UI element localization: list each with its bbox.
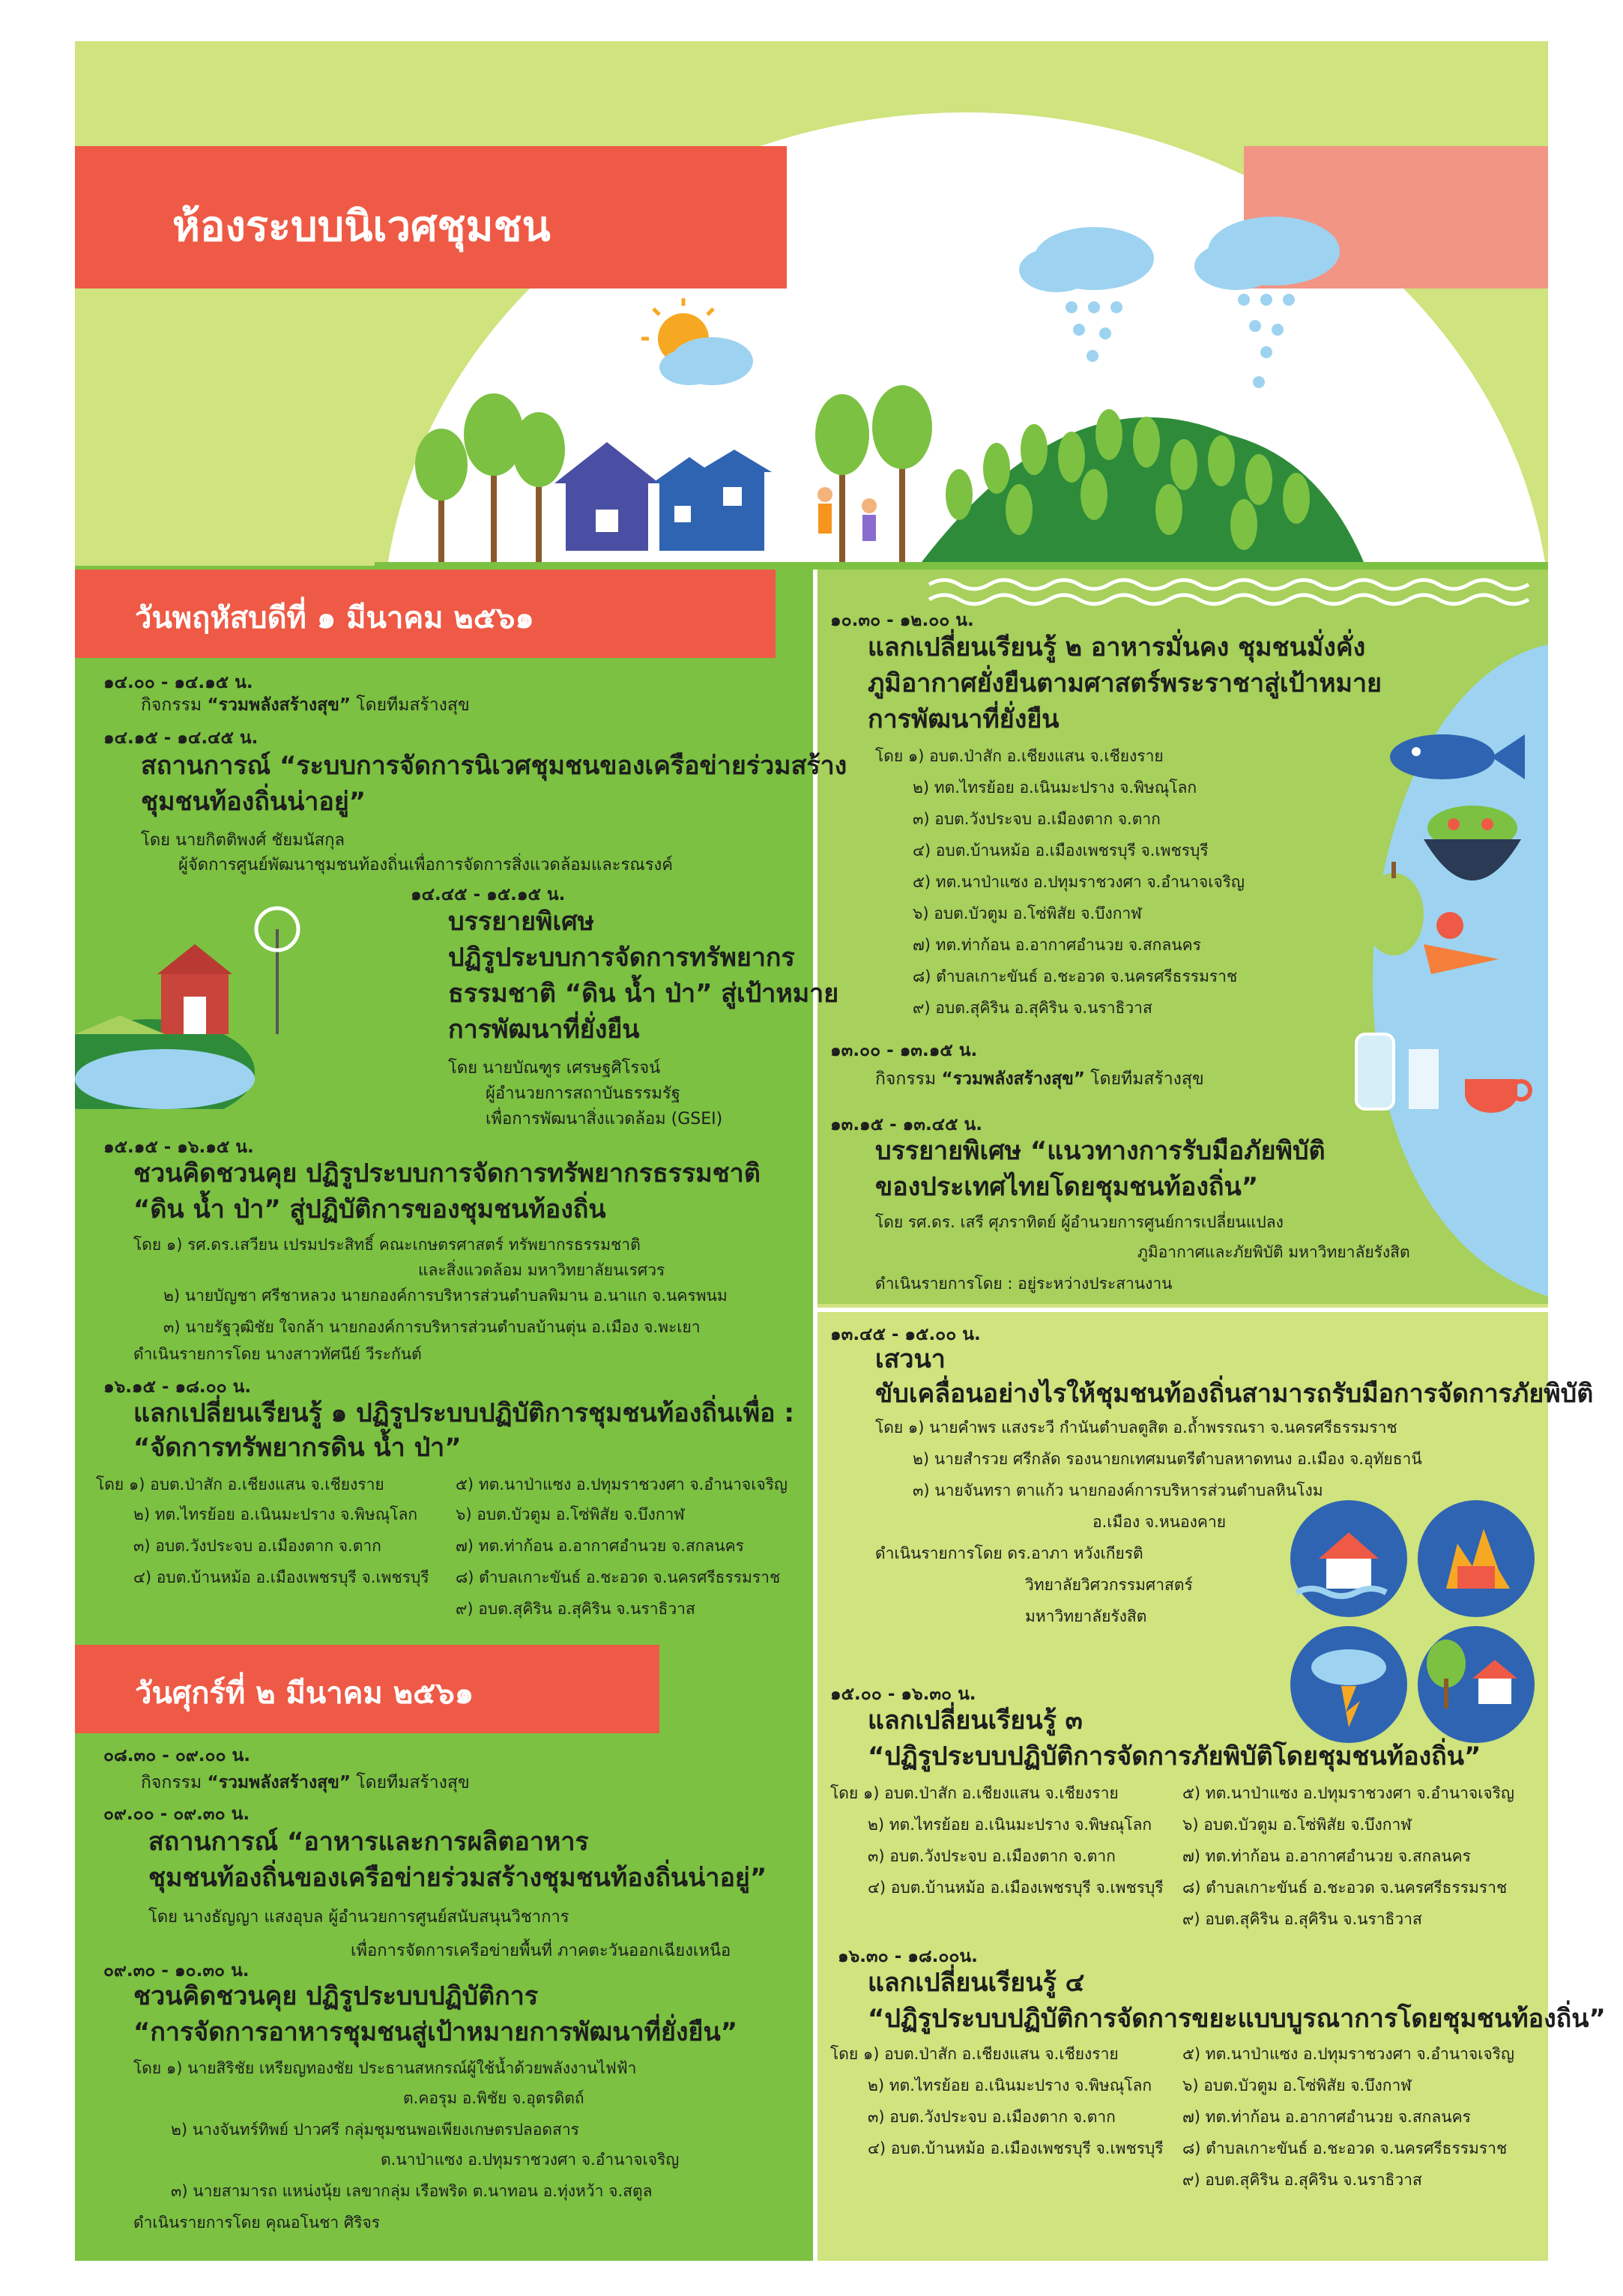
r-s1-list-8: ๙) อบต.สุคิริน อ.สุคิริน จ.นราธิวาส: [913, 999, 1152, 1017]
d2-s2-time: ๐๙.๐๐ - ๐๙.๓๐ น.: [103, 1804, 250, 1824]
r-s1-head3: การพัฒนาที่ยั่งยืน: [868, 704, 1060, 734]
r-s4-mod2: วิทยาลัยวิศวกรรมศาสตร์: [1025, 1576, 1193, 1594]
r-s1-list-0: โดย ๑) อบต.ป่าสัก อ.เชียงแสน จ.เชียงราย: [875, 747, 1164, 765]
r-s4-p1: โดย ๑) นายคำพร แสงระวี กำนันตำบลตูสิต อ.ถ้ำพรรณรา จ.นครศรีธรรมราช: [875, 1419, 1397, 1436]
d2-s1-time: ๐๘.๓๐ - ๐๙.๐๐ น.: [103, 1746, 251, 1765]
d1-s4-p1a: โดย ๑) รศ.ดร.เสวียน เปรมประสิทธิ์ คณะเกษตรศาสตร์ ทรัพยากรธรรมชาติ: [133, 1236, 641, 1254]
r-s5-right-0: ๕) ทต.นาป่าแซง อ.ปทุมราชวงศา จ.อำนาจเจริญ: [1182, 1784, 1514, 1802]
r-s5-head1: แลกเปลี่ยนเรียนรู้ ๓: [868, 1706, 1083, 1735]
d1-s2-time: ๑๔.๑๕ - ๑๔.๔๕ น.: [103, 728, 259, 748]
d2-s3-head1: ชวนคิดชวนคุย ปฏิรูประบบปฏิบัติการ: [133, 1981, 539, 2011]
d1-s3-line1: บรรยายพิเศษ: [448, 907, 595, 937]
r-s6-left-3: ๔) อบต.บ้านหม้อ อ.เมืองเพชรบุรี จ.เพชรบุรี: [868, 2139, 1164, 2157]
d2-s3-p2a: ๒) นางจันทร์ทิพย์ ปาวศรี กลุ่มชุมชนพอเพียงเกษตรปลอดสาร: [171, 2121, 579, 2139]
d2-s3-head2: “การจัดการอาหารชุมชนสู่เป้าหมายการพัฒนาที่ยั่งยืน”: [133, 2017, 738, 2047]
d1-s3-line4: การพัฒนาที่ยั่งยืน: [448, 1015, 640, 1045]
r-s6-time: ๑๖.๓๐ - ๑๘.๐๐น.: [838, 1947, 978, 1966]
d1-s2-by: โดย นายกิตติพงศ์ ชัยมนัสกุล: [141, 831, 345, 850]
d1-s5-time: ๑๖.๑๕ - ๑๘.๐๐ น.: [103, 1377, 252, 1397]
food-illustration: [1311, 644, 1548, 1296]
d1-s5-head1: แลกเปลี่ยนเรียนรู้ ๑ ปฏิรูประบบปฏิบัติการชุมชนท้องถิ่นเพื่อ :: [133, 1398, 795, 1428]
d2-s2-by: โดย นางธัญญา แสงอุบล ผู้อำนวยการศูนย์สนับสนุนวิชาการ: [148, 1908, 569, 1927]
day1-date: วันพฤหัสบดีที่ ๑ มีนาคม ๒๕๖๑: [135, 601, 534, 635]
right-divider: [813, 1308, 1548, 1312]
r-s6-left-0: โดย ๑) อบต.ป่าสัก อ.เชียงแสน จ.เชียงราย: [830, 2045, 1119, 2063]
d1-s1-time: ๑๔.๐๐ - ๑๔.๑๕ น.: [103, 673, 253, 692]
d2-s3-p2b: ต.นาป่าแซง อ.ปทุมราชวงศา จ.อำนาจเจริญ: [381, 2151, 680, 2169]
d1-s5-left-1: ๒) ทต.ไทรย้อย อ.เนินมะปราง จ.พิษณุโลก: [133, 1505, 418, 1523]
r-s1-list-2: ๓) อบต.วังประจบ อ.เมืองตาก จ.ตาก: [913, 810, 1161, 828]
r-s6-left-1: ๒) ทต.ไทรย้อย อ.เนินมะปราง จ.พิษณุโลก: [868, 2076, 1152, 2094]
r-s5-left-2: ๓) อบต.วังประจบ อ.เมืองตาก จ.ตาก: [868, 1847, 1116, 1865]
d2-s3-moderator: ดำเนินรายการโดย คุณอโนชา ศิริจร: [133, 2214, 381, 2232]
d1-s5-head2: “จัดการทรัพยากรดิน น้ำ ป่า”: [133, 1433, 462, 1463]
r-s2-activity: กิจกรรม “รวมพลังสร้างสุข” โดยทีมสร้างสุข: [875, 1069, 1204, 1089]
page-title: ห้องระบบนิเวศชุมชน: [172, 202, 551, 251]
d1-s5-right-1: ๖) อบต.บัวตูม อ.โซ่พิสัย จ.บึงกาฬ: [456, 1505, 685, 1523]
d2-s1-activity: กิจกรรม “รวมพลังสร้างสุข” โดยทีมสร้างสุข: [141, 1773, 470, 1792]
d1-s4-p2: ๒) นายบัญชา ศรีชาหลวง นายกองค์การบริหารส่วนตำบลพิมาน อ.นาแก จ.นครพนม: [163, 1287, 728, 1305]
d2-s2-role: เพื่อการจัดการเครือข่ายพื้นที่ ภาคตะวันออกเฉียงเหนือ: [351, 1942, 731, 1960]
d1-s1-activity: กิจกรรม “รวมพลังสร้างสุข” โดยทีมสร้างสุข: [141, 695, 470, 715]
r-s3-head2: ของประเทศไทยโดยชุมชนท้องถิ่น”: [875, 1172, 1259, 1202]
d1-s5-left-2: ๓) อบต.วังประจบ อ.เมืองตาก จ.ตาก: [133, 1537, 381, 1555]
r-s1-list-4: ๕) ทต.นาป่าแซง อ.ปทุมราชวงศา จ.อำนาจเจริญ: [913, 873, 1245, 891]
r-s3-role: ภูมิอากาศและภัยพิบัติ มหาวิทยาลัยรังสิต: [1137, 1243, 1410, 1261]
r-s6-head2: “ปฏิรูประบบปฏิบัติการจัดการขยะแบบบูรณาการโดยชุมชนท้องถิ่น”: [868, 2004, 1606, 2034]
r-s1-list-1: ๒) ทต.ไทรย้อย อ.เนินมะปราง จ.พิษณุโลก: [913, 779, 1197, 797]
d1-s5-left-0: โดย ๑) อบต.ป่าสัก อ.เชียงแสน จ.เชียงราย: [96, 1475, 384, 1493]
r-s6-head1: แลกเปลี่ยนเรียนรู้ ๔: [868, 1968, 1085, 1998]
r-s6-left-2: ๓) อบต.วังประจบ อ.เมืองตาก จ.ตาก: [868, 2108, 1116, 2126]
r-s5-time: ๑๕.๐๐ - ๑๖.๓๐ น.: [830, 1685, 976, 1704]
r-s1-head1: แลกเปลี่ยนเรียนรู้ ๒ อาหารมั่นคง ชุมชนมั่งคั่ง: [868, 632, 1366, 662]
column-divider: [813, 566, 817, 2261]
day2-date-banner: [75, 1645, 659, 1733]
r-s5-left-1: ๒) ทต.ไทรย้อย อ.เนินมะปราง จ.พิษณุโลก: [868, 1816, 1152, 1834]
d2-s3-p1b: ต.คอรุม อ.พิชัย จ.อุตรดิตถ์: [403, 2089, 584, 2107]
r-s2-time: ๑๓.๐๐ - ๑๓.๑๕ น.: [830, 1041, 978, 1060]
d1-s5-right-4: ๙) อบต.สุคิริน อ.สุคิริน จ.นราธิวาส: [456, 1600, 695, 1618]
r-s6-right-0: ๕) ทต.นาป่าแซง อ.ปทุมราชวงศา จ.อำนาจเจริญ: [1182, 2045, 1514, 2063]
d1-s3-line3: ธรรมชาติ “ดิน น้ำ ป่า” สู่เป้าหมาย: [448, 979, 839, 1009]
d1-s4-head1: ชวนคิดชวนคุย ปฏิรูประบบการจัดการทรัพยากรธรรมชาติ: [133, 1158, 761, 1188]
r-s5-right-4: ๙) อบต.สุคิริน อ.สุคิริน จ.นราธิวาส: [1182, 1910, 1422, 1928]
d1-s4-time: ๑๕.๑๕ - ๑๖.๑๕ น.: [103, 1138, 254, 1157]
r-s3-time: ๑๓.๑๕ - ๑๓.๔๕ น.: [830, 1115, 982, 1135]
d1-s3-by: โดย นายบัณฑูร เศรษฐศิโรจน์: [448, 1059, 661, 1078]
r-s1-list-6: ๗) ทต.ท่าก้อน อ.อากาศอำนวย จ.สกลนคร: [913, 936, 1201, 954]
r-s4-p3a: ๓) นายจันทรา ตาแก้ว นายกองค์การบริหารส่วนตำบลหินโงม: [913, 1481, 1323, 1499]
day1-date-banner: [75, 570, 776, 658]
day2-date: วันศุกร์ที่ ๒ มีนาคม ๒๕๖๑: [135, 1676, 474, 1711]
r-s5-left-0: โดย ๑) อบต.ป่าสัก อ.เชียงแสน จ.เชียงราย: [830, 1784, 1119, 1802]
d1-s3-line2: ปฏิรูประบบการจัดการทรัพยากร: [448, 943, 795, 973]
r-s5-right-1: ๖) อบต.บัวตูม อ.โซ่พิสัย จ.บึงกาฬ: [1182, 1816, 1412, 1834]
farm-illustration: [75, 884, 322, 1109]
r-s1-head2: ภูมิอากาศยั่งยืนตามศาสตร์พระราชาสู่เป้าหมาย: [868, 668, 1382, 698]
d1-s5-left-3: ๔) อบต.บ้านหม้อ อ.เมืองเพชรบุรี จ.เพชรบุรี: [133, 1568, 429, 1586]
r-s3-by: โดย รศ.ดร. เสรี ศุภราทิตย์ ผู้อำนวยการศูนย์การเปลี่ยนแปลง: [875, 1213, 1284, 1231]
r-s4-p3b: อ.เมือง จ.หนองคาย: [1092, 1513, 1227, 1531]
r-s4-head1: เสวนา: [875, 1344, 946, 1374]
d2-s3-p3: ๓) นายสามารถ แหน่งนุ้ย เลขากลุ่ม เรือพริด ต.นาทอน อ.ทุ่งหว้า จ.สตูล: [171, 2182, 653, 2200]
r-s6-right-2: ๗) ทต.ท่าก้อน อ.อากาศอำนวย จ.สกลนคร: [1182, 2108, 1471, 2126]
r-s4-mod3: มหาวิทยาลัยรังสิต: [1025, 1607, 1147, 1625]
d1-s2-head2: ชุมชนท้องถิ่นน่าอยู่”: [141, 787, 366, 817]
d1-s5-right-0: ๕) ทต.นาป่าแซง อ.ปทุมราชวงศา จ.อำนาจเจริญ: [456, 1475, 788, 1493]
r-s5-head2: “ปฏิรูประบบปฏิบัติการจัดการภัยพิบัติโดยชุมชนท้องถิ่น”: [868, 1741, 1481, 1771]
d1-s3-role2: เพื่อการพัฒนาสิ่งแวดล้อม (GSEI): [486, 1110, 723, 1129]
d1-s4-head2: “ดิน น้ำ ป่า” สู่ปฏิบัติการของชุมชนท้องถิ่น: [133, 1194, 606, 1224]
r-s1-list-3: ๔) อบต.บ้านหม้อ อ.เมืองเพชรบุรี จ.เพชรบุรี: [913, 842, 1209, 860]
r-s1-list-7: ๘) ตำบลเกาะขันธ์ อ.ชะอวด จ.นครศรีธรรมราช: [913, 967, 1238, 985]
r-s1-time: ๑๐.๓๐ - ๑๒.๐๐ น.: [830, 611, 974, 630]
r-s5-right-3: ๘) ตำบลเกาะขันธ์ อ.ชะอวด จ.นครศรีธรรมราช: [1182, 1879, 1508, 1897]
r-s5-right-2: ๗) ทต.ท่าก้อน อ.อากาศอำนวย จ.สกลนคร: [1182, 1847, 1471, 1865]
d1-s3-role1: ผู้อำนวยการสถาบันธรรมรัฐ: [486, 1084, 680, 1103]
r-s6-right-3: ๘) ตำบลเกาะขันธ์ อ.ชะอวด จ.นครศรีธรรมราช: [1182, 2139, 1508, 2157]
r-s6-right-1: ๖) อบต.บัวตูม อ.โซ่พิสัย จ.บึงกาฬ: [1182, 2076, 1412, 2094]
r-s4-time: ๑๓.๔๕ - ๑๕.๐๐ น.: [830, 1325, 981, 1344]
r-s5-left-3: ๔) อบต.บ้านหม้อ อ.เมืองเพชรบุรี จ.เพชรบุรี: [868, 1879, 1164, 1897]
d2-s2-head1: สถานการณ์ “อาหารและการผลิตอาหาร: [148, 1827, 589, 1857]
d1-s4-p1b: และสิ่งแวดล้อม มหาวิทยาลัยนเรศวร: [418, 1261, 665, 1279]
d1-s4-p3: ๓) นายรัฐวุฒิชัย ใจกล้า นายกองค์การบริหารส่วนตำบลบ้านตุ่น อ.เมือง จ.พะเยา: [163, 1318, 701, 1336]
d1-s5-right-2: ๗) ทต.ท่าก้อน อ.อากาศอำนวย จ.สกลนคร: [456, 1537, 744, 1555]
d1-s5-right-3: ๘) ตำบลเกาะขันธ์ อ.ชะอวด จ.นครศรีธรรมราช: [456, 1568, 781, 1586]
d2-s2-head2: ชุมชนท้องถิ่นของเครือข่ายร่วมสร้างชุมชนท้องถิ่นน่าอยู่”: [148, 1863, 767, 1893]
r-s1-list-5: ๖) อบต.บัวตูม อ.โซ่พิสัย จ.บึงกาฬ: [913, 904, 1142, 922]
landscape-illustration: [375, 210, 1548, 614]
r-s6-right-4: ๙) อบต.สุคิริน อ.สุคิริน จ.นราธิวาส: [1182, 2171, 1422, 2189]
r-s3-moderator: ดำเนินรายการโดย : อยู่ระหว่างประสานงาน: [875, 1275, 1173, 1293]
disaster-icons: [1289, 1499, 1544, 1746]
d2-s3-time: ๐๙.๓๐ - ๑๐.๓๐ น.: [103, 1961, 250, 1981]
r-s4-mod1: ดำเนินรายการโดย ดร.อาภา หวังเกียรติ: [875, 1544, 1143, 1562]
d2-s3-p1a: โดย ๑) นายสิริชัย เหรียญทองชัย ประธานสหกรณ์ผู้ใช้น้ำด้วยพลังงานไฟฟ้า: [133, 2059, 637, 2077]
r-s4-p2: ๒) นายสำรวย ศรีกลัด รองนายกเทศมนตรีตำบลหาดทนง อ.เมือง จ.อุทัยธานี: [913, 1450, 1422, 1468]
d1-s4-moderator: ดำเนินรายการโดย นางสาวทัศนีย์ วีระกันต์: [133, 1345, 422, 1363]
d1-s2-head1: สถานการณ์ “ระบบการจัดการนิเวศชุมชนของเครือข่ายร่วมสร้าง: [141, 751, 847, 781]
d1-s3-time: ๑๔.๔๕ - ๑๕.๑๕ น.: [411, 885, 566, 904]
r-s3-head1: บรรยายพิเศษ “แนวทางการรับมือภัยพิบัติ: [875, 1136, 1326, 1166]
d1-s2-role: ผู้จัดการศูนย์พัฒนาชุมชนท้องถิ่นเพื่อการจัดการสิ่งแวดล้อมและรณรงค์: [178, 856, 673, 874]
r-s4-head2: ขับเคลื่อนอย่างไรให้ชุมชนท้องถิ่นสามารถรับมือการจัดการภัยพิบัติ: [875, 1379, 1594, 1409]
